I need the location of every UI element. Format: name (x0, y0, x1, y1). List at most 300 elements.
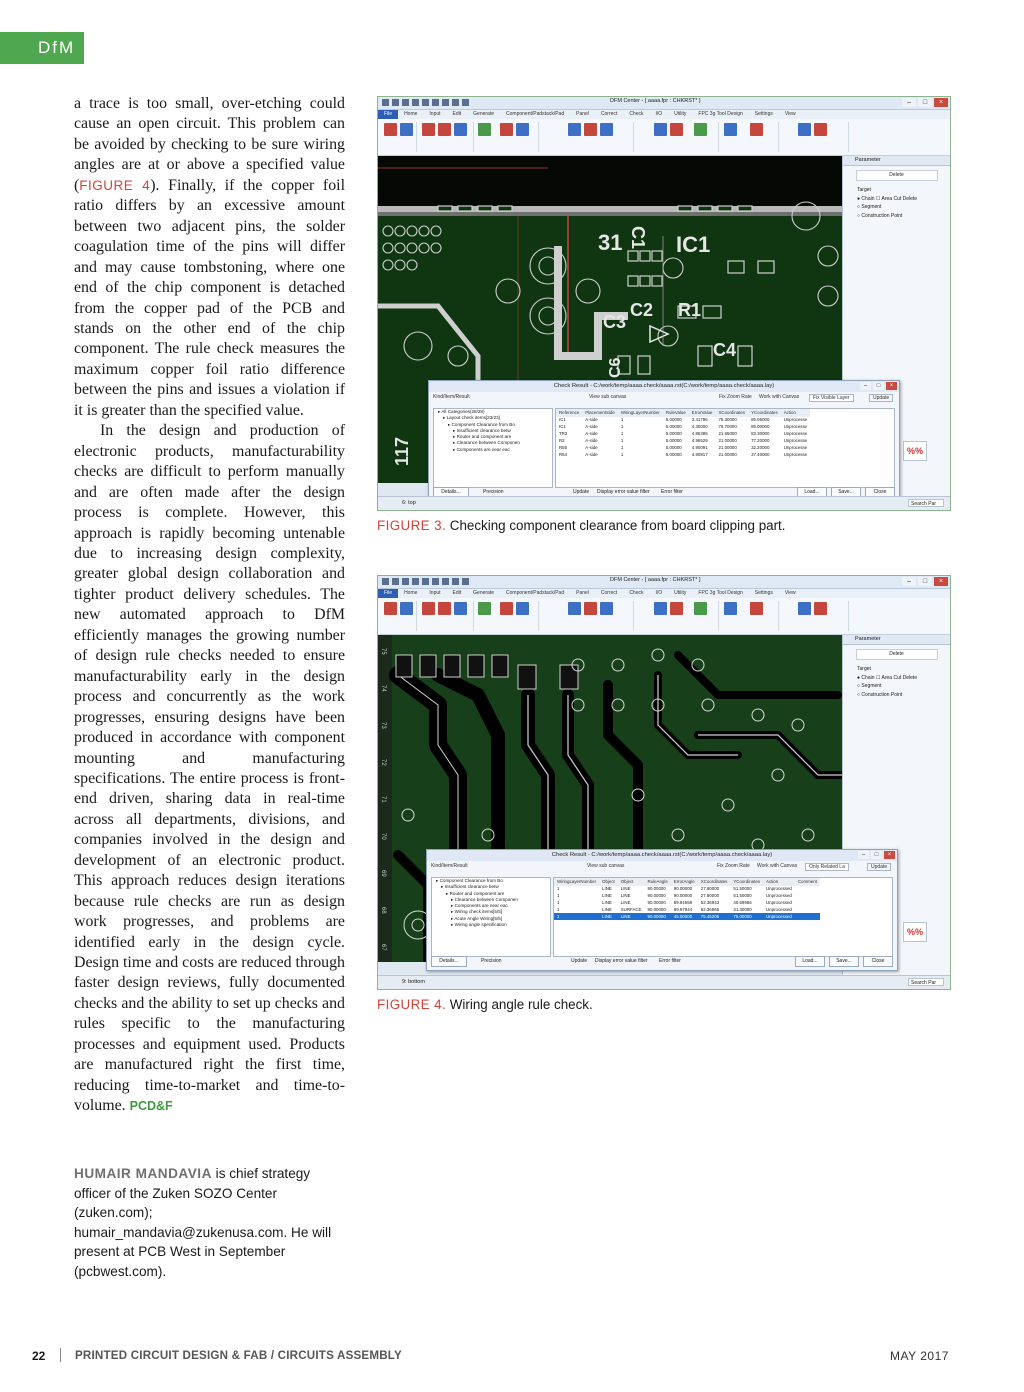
ruler-label: 72 (380, 759, 386, 766)
ribbon-tool-icon[interactable] (798, 123, 811, 136)
table-cell: 40.69956 (733, 900, 752, 906)
save-button[interactable]: Save... (829, 956, 859, 967)
result-table[interactable] (553, 877, 893, 957)
minimize-icon[interactable]: – (902, 577, 916, 586)
percent-icon[interactable]: %% (903, 922, 927, 942)
table-cell: 4.86385 (691, 431, 708, 437)
check-result-dialog[interactable] (426, 849, 898, 971)
issue-date: MAY 2017 (890, 1349, 949, 1363)
target-options[interactable]: Target ● Chain ☐ Area Cut Delete ○ Segment ○ Construction Point (843, 181, 950, 220)
table-cell: 4.90091 (691, 445, 708, 450)
ribbon-tab[interactable]: Input (429, 111, 441, 117)
svg-text:31: 31 (598, 230, 623, 255)
load-button[interactable]: Load... (797, 487, 827, 498)
ribbon-tool-icon[interactable] (600, 602, 613, 615)
ribbon-tab[interactable]: Home (404, 590, 418, 596)
ribbon-tool-icon[interactable] (400, 123, 413, 136)
display-error-checkbox[interactable]: Display error value filter (597, 489, 650, 495)
table-cell: IC1 (559, 417, 566, 423)
table-cell: LINE (602, 907, 612, 913)
table-cell: 4.30000 (691, 424, 708, 430)
ribbon-tab[interactable]: Edit (452, 590, 462, 596)
table-row[interactable] (554, 892, 820, 899)
column-header[interactable]: PlacementSide (582, 409, 618, 417)
table-row[interactable] (556, 430, 810, 437)
page-number: 22 (32, 1349, 46, 1363)
layer-status: 6: top (402, 500, 416, 506)
table-cell: Unprocesse (783, 451, 808, 457)
svg-text:117: 117 (392, 436, 412, 466)
ruler-label: 68 (380, 907, 386, 914)
table-row[interactable] (554, 899, 820, 906)
tree-node[interactable]: ▸ Wiring angle specification (451, 922, 507, 928)
ribbon-tool-icon[interactable] (400, 602, 413, 615)
tree-node[interactable]: ▸ Layout check items[23/23] (443, 415, 500, 421)
ribbon-tool-icon[interactable] (478, 123, 491, 136)
window-controls[interactable] (902, 577, 948, 586)
work-canvas-checkbox[interactable]: Work with Canvas (757, 863, 798, 869)
table-cell: 1 (557, 907, 560, 913)
table-cell: 52.36965 (700, 907, 720, 913)
table-cell: R54 (559, 451, 568, 457)
column-header[interactable]: XCoordinates (698, 878, 731, 886)
ribbon-tab[interactable]: I/O (655, 111, 663, 117)
ribbon-divider (633, 601, 634, 631)
ribbon-tool-icon[interactable] (798, 602, 811, 615)
table-cell: 1 (557, 893, 560, 899)
ribbon-divider (538, 601, 539, 631)
ribbon-tool-icon[interactable] (694, 602, 707, 615)
table-cell: Unprocessed (765, 886, 792, 892)
table-cell: 1 (620, 431, 624, 437)
table-cell: R55 (559, 445, 568, 450)
close-icon[interactable]: × (884, 851, 895, 859)
table-cell: 45.00000 (671, 913, 698, 920)
title-bar (378, 576, 950, 589)
fix-zoom-checkbox[interactable]: Fix Zoom Rate (719, 394, 752, 400)
table-cell: LINE (602, 893, 612, 899)
table-row[interactable] (556, 437, 810, 444)
table-cell: 90.00000 (673, 886, 693, 892)
ribbon-tool-icon[interactable] (814, 123, 827, 136)
column-header[interactable]: Comment (795, 878, 820, 886)
tree-node[interactable]: ▸ Component Clearance from Bo (436, 878, 503, 883)
table-cell: 41.30000 (733, 907, 752, 913)
column-header[interactable]: Action (763, 878, 795, 886)
display-error-checkbox[interactable]: Display error value filter (595, 958, 648, 964)
ribbon-tab[interactable]: View (784, 590, 796, 596)
table-cell: 1 (620, 438, 624, 444)
ribbon-tab[interactable]: Generate (473, 111, 495, 117)
maximize-icon[interactable]: □ (918, 98, 932, 107)
tree-node[interactable]: ▸ Clearance between Componen (453, 440, 520, 446)
table-row[interactable] (554, 886, 820, 893)
tree-node[interactable]: ▸ All Categories(28/28) (438, 409, 485, 414)
minimize-icon[interactable]: – (858, 851, 869, 859)
window-title: DFM Center - [ aaaa.fpr : CHKRST* ] (610, 98, 701, 104)
ribbon-tool-icon[interactable] (750, 123, 763, 136)
table-cell: 3.41796 (691, 417, 708, 423)
ribbon-tool-icon[interactable] (384, 123, 397, 136)
silk-label-ic1: IC1 (676, 232, 711, 257)
ribbon-tab[interactable]: FPC 3g Tool Design (698, 590, 743, 596)
update-button[interactable]: Update (867, 863, 891, 871)
table-cell: 4.90817 (691, 451, 708, 457)
dialog-footer[interactable]: Details... Precision Update Display error value filter Error filter Load... Save... Close (431, 956, 893, 967)
tree-node[interactable]: ▸ Router and component are (446, 890, 505, 896)
table-cell: 1 (620, 424, 624, 430)
silk-label-c4: C4 (713, 340, 737, 360)
table-cell: 5.00000 (665, 424, 682, 430)
ruler-label: 70 (380, 833, 386, 840)
table-cell: 90.00000 (647, 907, 666, 913)
ribbon-tabs[interactable] (378, 110, 950, 119)
ribbon-divider (718, 601, 719, 631)
ribbon-divider (848, 601, 849, 631)
parameter-panel-header: Parameter (843, 635, 950, 645)
layer-select[interactable]: Fix Visible Layer (809, 394, 854, 402)
layer-status: 9: bottom (402, 979, 425, 985)
ribbon-tabs[interactable] (378, 589, 950, 598)
ribbon-tool-icon[interactable] (670, 123, 683, 136)
ribbon-tool-icon[interactable] (500, 602, 513, 615)
load-button[interactable]: Load... (795, 956, 825, 967)
tree-node[interactable]: ▸ Clearance between Componen (451, 896, 518, 902)
column-header[interactable]: YCoordinates (748, 409, 781, 417)
author-bio-text: is chief strategy officer of the Zuken SOZO Center (zuken.com); humair_mandavia@zukenusa.com. He will present at PCB West in September (pcbwest.com). (74, 1166, 332, 1279)
table-row[interactable] (556, 417, 810, 424)
table-cell: Unprocessed (765, 907, 792, 913)
ribbon-tab[interactable]: Correct (600, 590, 618, 596)
ribbon-tab[interactable]: Check (629, 111, 644, 117)
table-cell: 5.00000 (665, 445, 682, 450)
minimize-icon[interactable]: – (860, 382, 871, 390)
table-cell: 27.80000 (700, 893, 720, 899)
table-cell: SURFACE (620, 907, 642, 913)
column-header[interactable]: Reference (556, 409, 582, 417)
ribbon-tool-icon[interactable] (724, 602, 737, 615)
status-bar (378, 975, 950, 989)
table-cell: 21.00000 (718, 438, 737, 444)
table-row[interactable] (556, 444, 810, 451)
ribbon-tab[interactable]: Correct (600, 111, 618, 117)
maximize-icon[interactable]: □ (918, 577, 932, 586)
column-header[interactable]: Object (599, 878, 618, 886)
silk-label-r1: R1 (678, 300, 702, 320)
segment-radio[interactable]: ○ Segment (857, 683, 882, 689)
body-paragraph-1: a trace is too small, over-etching could cause an open circuit. This problem can be avoided by checking to be sure wiring angles are at or above a specified value (FIGURE 4). Finally, if the copper foil ratio differs by an excessive amount between two adjacent pins, the solder coagulation time of the pins will differ and may cause tombstoning, where one end of the chip component is detached from the copper pad of the PCB and stands on the other end of the chip component. The rule check measures the maximum copper foil ratio difference between the pins and issues a violation if it is greater than the specified value. (74, 95, 346, 419)
column-header[interactable]: XCoordinates (715, 409, 748, 417)
table-cell: 32.20000 (751, 445, 770, 450)
table-cell: 37.40000 (751, 451, 770, 457)
footer-divider (60, 1348, 61, 1362)
tree-node[interactable]: ▸ Insufficient clearance betw (453, 427, 511, 433)
tree-node[interactable]: ▸ Router and component are (453, 434, 512, 440)
construction-radio[interactable]: ○ Construction Point (857, 691, 903, 698)
ribbon-tool-icon[interactable] (454, 123, 467, 136)
table-cell: A-side (585, 445, 598, 450)
tree-node[interactable]: ▸ Components are near eac (453, 446, 510, 452)
table-cell: A-side (585, 451, 598, 457)
ribbon-tool-icon[interactable] (422, 602, 435, 615)
maximize-icon[interactable]: □ (871, 851, 882, 859)
ruler-label: 75 (380, 648, 386, 655)
table-cell: 51.50000 (733, 893, 752, 899)
ruler-label: 71 (380, 796, 386, 803)
table-cell: 21.00000 (718, 451, 737, 457)
table-cell: 21.00000 (718, 445, 737, 450)
window-title: DFM Center - [ aaaa.fpr : CHKRST* ] (610, 577, 701, 583)
ribbon-tab[interactable]: Panel (576, 111, 589, 117)
window-controls[interactable] (902, 98, 948, 107)
save-button[interactable]: Save... (831, 487, 861, 498)
parameter-panel-header: Parameter (843, 156, 950, 166)
ribbon-divider (848, 122, 849, 152)
ribbon-tool-icon[interactable] (478, 602, 491, 615)
quick-access-toolbar[interactable] (382, 99, 469, 106)
table-row[interactable] (554, 906, 820, 913)
ribbon-tab[interactable]: I/O (655, 590, 663, 596)
ribbon-divider (538, 122, 539, 152)
ribbon-tool-icon[interactable] (438, 123, 451, 136)
ribbon-tool-icon[interactable] (670, 602, 683, 615)
article-body (74, 94, 345, 1117)
ribbon-tool-icon[interactable] (584, 123, 597, 136)
quick-access-toolbar[interactable] (382, 578, 469, 585)
table-cell: 5.00000 (665, 438, 682, 444)
ribbon-tab[interactable]: File (378, 110, 398, 119)
table-cell: Unprocesse (783, 438, 808, 444)
dialog-title: Check Result - C:/work/temp/aaaa.check/aaaa.rst(C:/work/temp/aaaa.check/aaaa.lay) – □ × (427, 850, 897, 861)
table-cell: TR2 (559, 431, 568, 437)
ribbon-tool-icon[interactable] (584, 602, 597, 615)
dialog-title: Check Result - C:/work/temp/aaaa.check/aaaa.rst(C:/work/temp/aaaa.check/aaaa.lay) – □ × (429, 381, 899, 392)
close-icon[interactable]: × (934, 98, 948, 107)
table-cell: Unprocessed (765, 900, 792, 906)
tree-node[interactable]: ▸ Component Clearance from Bo (448, 421, 515, 427)
table-cell: LINE (602, 886, 612, 892)
table-cell (795, 886, 820, 893)
table-cell: 5.00000 (665, 451, 682, 457)
table-cell: 90.00000 (673, 893, 693, 899)
ribbon-tab[interactable]: Edit (452, 111, 462, 117)
ribbon-divider (473, 122, 474, 152)
ribbon-tab[interactable]: File (378, 589, 398, 598)
column-header[interactable]: Action (781, 409, 810, 417)
delete-button[interactable]: Delete (856, 649, 938, 660)
table-row[interactable] (556, 451, 810, 458)
segment-radio[interactable]: ○ Segment (857, 204, 882, 210)
table-cell: Unprocesse (783, 424, 808, 430)
tree-node[interactable]: ▸ Insufficient clearance betw (441, 884, 499, 890)
chain-radio[interactable]: ● Chain ☐ Area Cut Delete (857, 674, 918, 681)
table-cell: 90.00000 (647, 893, 666, 899)
ribbon-tool-icon[interactable] (814, 602, 827, 615)
minimize-icon[interactable]: – (902, 98, 916, 107)
table-cell: 89.97844 (673, 907, 693, 913)
table-cell: 1 (620, 417, 624, 423)
table-cell: LINE (618, 913, 645, 920)
table-cell: Unprocessed (765, 893, 792, 899)
column-header[interactable]: WiringLayerNumber (618, 409, 663, 417)
ribbon-divider (778, 601, 779, 631)
author-name: HUMAIR MANDAVIA (74, 1166, 212, 1181)
ribbon-toolbar[interactable] (378, 119, 950, 156)
details-button[interactable]: Details... (431, 956, 467, 967)
close-icon[interactable]: × (934, 577, 948, 586)
table-cell: A-side (585, 438, 598, 444)
column-header[interactable]: YCoordinates (730, 878, 763, 886)
table-cell: 5.00000 (665, 431, 682, 437)
table-cell: A-side (585, 431, 598, 437)
ribbon-tool-icon[interactable] (500, 123, 513, 136)
view-sub-canvas-checkbox[interactable]: View sub canvas (587, 863, 625, 869)
table-row[interactable] (556, 423, 810, 430)
layer-select[interactable]: Only Related La (805, 863, 849, 871)
table-cell: 1 (557, 900, 560, 906)
ribbon-divider (416, 601, 417, 631)
table-cell: 77.20000 (751, 438, 770, 444)
ribbon-tool-icon[interactable] (422, 123, 435, 136)
column-header[interactable]: ErrorAngle (671, 878, 698, 886)
ribbon-tab[interactable]: Settings (754, 590, 773, 596)
silk-label-c1: C1 (628, 226, 648, 250)
chain-radio[interactable]: ● Chain ☐ Area Cut Delete (857, 195, 918, 202)
section-tab: DfM (0, 32, 84, 64)
table-cell: Unprocesse (783, 431, 808, 437)
dialog-toolbar[interactable]: Kind/Item/Result View sub canvas Fix Zoom Rate Work with Canvas Fix Visible Layer Update (429, 392, 899, 406)
result-tree[interactable] (433, 408, 553, 488)
ribbon-tab[interactable]: Generate (473, 590, 495, 596)
ribbon-tab[interactable]: FPC 3g Tool Design (698, 111, 743, 117)
table-cell: 75.00000 (730, 913, 763, 920)
ribbon-tool-icon[interactable] (568, 602, 581, 615)
ribbon-tab[interactable]: View (784, 111, 796, 117)
table-cell: 1 (620, 445, 624, 450)
table-cell: IC1 (559, 424, 566, 430)
update-button[interactable]: Update (869, 394, 893, 402)
ribbon-tool-icon[interactable] (600, 123, 613, 136)
ribbon-tab[interactable]: Check (629, 590, 644, 596)
ribbon-toolbar[interactable] (378, 598, 950, 635)
ribbon-tab[interactable]: Component/Padstack/Pad (506, 590, 565, 596)
ribbon-divider (416, 122, 417, 152)
column-header[interactable]: RuleValue (663, 409, 689, 417)
ribbon-tool-icon[interactable] (568, 123, 581, 136)
table-cell: 85.95000 (751, 417, 770, 423)
figure-3-screenshot (377, 96, 951, 511)
column-header[interactable]: ErrorValue (689, 409, 716, 417)
table-cell: LINE (599, 913, 618, 920)
ribbon-tool-icon[interactable] (454, 602, 467, 615)
dialog-footer[interactable]: Details... Precision Update Display error value filter Error filter Load... Save... Close (433, 487, 895, 498)
result-table[interactable] (555, 408, 895, 488)
table-cell: Unprocessed (763, 913, 795, 920)
work-canvas-checkbox[interactable]: Work with Canvas (759, 394, 800, 400)
table-cell: LINE (620, 900, 631, 906)
author-bio (74, 1164, 344, 1281)
table-cell: 89.94659 (673, 900, 693, 906)
table-cell: Unprocesse (783, 417, 808, 423)
figure-4-screenshot (377, 575, 951, 990)
ruler-label: 67 (380, 944, 386, 951)
ribbon-tool-icon[interactable] (694, 123, 707, 136)
check-result-dialog[interactable] (428, 380, 900, 502)
delete-button[interactable]: Delete (856, 170, 938, 181)
dialog-toolbar[interactable]: Kind/Item/Result View sub canvas Fix Zoom Rate Work with Canvas Only Related La Update (427, 861, 897, 875)
ribbon-tool-icon[interactable] (438, 602, 451, 615)
ribbon-divider (718, 122, 719, 152)
ribbon-tab[interactable]: Panel (576, 590, 589, 596)
table-cell: LINE (620, 893, 631, 899)
close-button[interactable]: Close (863, 956, 893, 967)
tree-node[interactable]: ▸ Components are near eac (451, 903, 508, 909)
close-button[interactable]: Close (865, 487, 895, 498)
ruler-label: 69 (380, 870, 386, 877)
table-cell: 83.30000 (751, 431, 770, 437)
ribbon-tab[interactable]: Component/Padstack/Pad (506, 111, 565, 117)
fix-zoom-checkbox[interactable]: Fix Zoom Rate (717, 863, 750, 869)
status-bar (378, 496, 950, 510)
figure-4-caption: FIGURE 4. Wiring angle rule check. (377, 997, 593, 1012)
ribbon-tab[interactable]: Input (429, 590, 441, 596)
construction-radio[interactable]: ○ Construction Point (857, 212, 903, 219)
column-header[interactable]: Object (618, 878, 645, 886)
target-options[interactable]: Target ● Chain ☐ Area Cut Delete ○ Segment ○ Construction Point (843, 660, 950, 699)
body-paragraph-2: In the design and production of electronic products, manufacturability checks are difficult to perform manually and are often made after the design process is complete. However, this approach is rapidly becoming untenable due to increasing design complexity, greater global design collaboration and tighter product delivery schedules. The new automated approach to DfM efficiently manages the growing number of design rule checks needed to ensure manufacturability early in the design process and concurrently as the work progresses, ensuring designs have been produced in accordance with component mounting and manufacturing specifications. The entire process is front-end driven, sharing data in real-time across all departments, divisions, and companies involved in the design and development of an electronic product. This approach reduces design iterations because rule checks are run as design work progresses, and problems are identified early in the design cycle. Design time and costs are reduced through faster design reviews, fully documented checks and the ability to set up checks and rules specific to the manufacturing processes and equipment used. Products are manufactured right the first time, reducing time-to-market and time-to-volume. PCD&F (74, 422, 345, 1115)
maximize-icon[interactable]: □ (873, 382, 884, 390)
table-cell: 90.00000 (647, 900, 666, 906)
tree-node[interactable]: ▸ Acute Angle Wiring[5/5] (451, 915, 503, 921)
table-cell: 90.00000 (645, 913, 671, 920)
table-row[interactable] (554, 913, 820, 920)
table-cell: 1 (620, 451, 624, 457)
ribbon-tab[interactable]: Utility (674, 590, 687, 596)
table-cell (795, 899, 820, 906)
details-button[interactable]: Details... (433, 487, 469, 498)
view-sub-canvas-checkbox[interactable]: View sub canvas (589, 394, 627, 400)
title-bar (378, 97, 950, 110)
search-par-field[interactable]: Search Par (908, 978, 944, 986)
table-cell: 1 (557, 886, 560, 892)
ribbon-tab[interactable]: Settings (754, 111, 773, 117)
ribbon-tool-icon[interactable] (516, 602, 529, 615)
table-cell: 51.50000 (733, 886, 752, 892)
ribbon-tool-icon[interactable] (654, 123, 667, 136)
result-tree[interactable] (431, 877, 551, 957)
close-icon[interactable]: × (886, 382, 897, 390)
tree-node[interactable]: ▸ Wiring check items[5/5] (451, 909, 503, 915)
percent-icon[interactable]: %% (903, 441, 927, 461)
silk-label-c2: C2 (630, 300, 654, 320)
ribbon-tool-icon[interactable] (654, 602, 667, 615)
table-cell (795, 906, 820, 913)
table-cell: 52.36943 (700, 900, 720, 906)
column-header[interactable]: WiringLayerNumber (554, 878, 599, 886)
ribbon-tool-icon[interactable] (724, 123, 737, 136)
ribbon-tab[interactable]: Home (404, 111, 418, 117)
figure-3-caption: FIGURE 3. Checking component clearance from board clipping part. (377, 518, 786, 533)
ribbon-tab[interactable]: Utility (674, 111, 687, 117)
ribbon-tool-icon[interactable] (384, 602, 397, 615)
ruler-label: 74 (380, 685, 386, 692)
ribbon-tool-icon[interactable] (516, 123, 529, 136)
search-par-field[interactable]: Search Par (908, 499, 944, 507)
column-header[interactable]: RuleAngle (645, 878, 671, 886)
table-cell: 1 (554, 913, 599, 920)
publication-name: PRINTED CIRCUIT DESIGN & FAB / CIRCUITS ASSEMBLY (75, 1349, 402, 1362)
ribbon-tool-icon[interactable] (750, 602, 763, 615)
